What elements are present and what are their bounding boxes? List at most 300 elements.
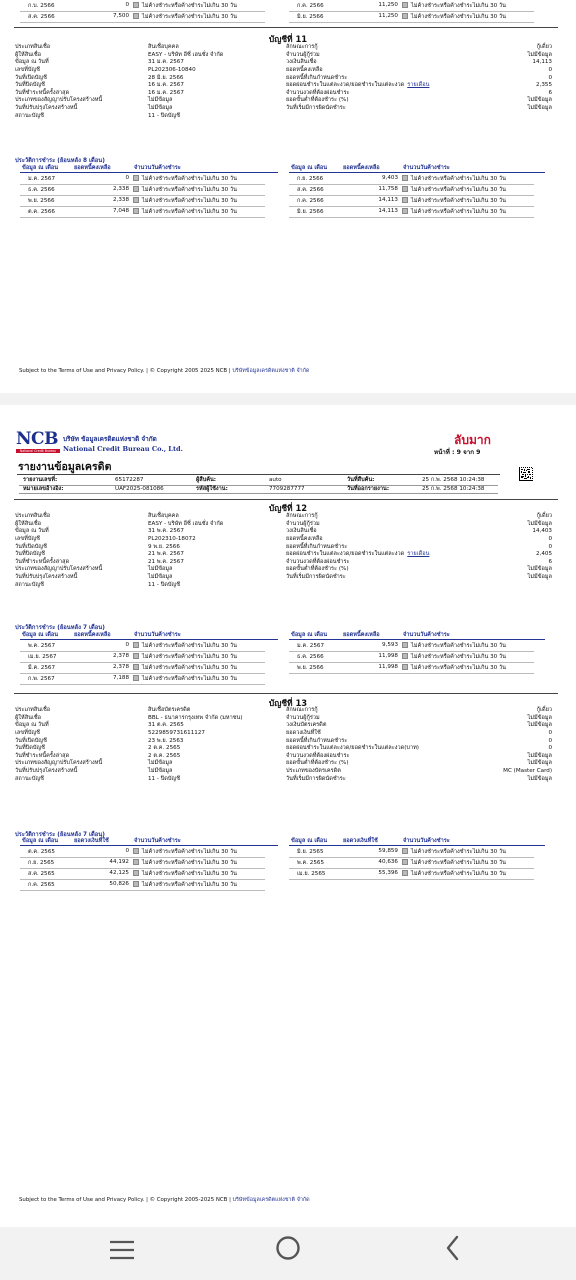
month-cell: มิ.ย. 2566 [297, 209, 324, 215]
back-icon[interactable] [443, 1235, 463, 1261]
status-box-icon [133, 175, 139, 181]
amount-cell: 2,378 [112, 664, 129, 670]
status-text: ไม่ค้างชำระหรือค้างชำระไม่เกิน 30 วัน [142, 676, 237, 682]
month-cell: พ.ค. 2565 [297, 860, 324, 866]
field-value: กู้เดี่ยว [536, 44, 552, 50]
status-cell [133, 653, 237, 661]
field-value: กู้เดี่ยว [536, 513, 552, 519]
field-value: 2 ต.ค. 2565 [148, 745, 181, 752]
field-value: ไม่มีข้อมูล [527, 97, 552, 104]
status-text: ไม่ค้างชำระหรือค้างชำระไม่เกิน 30 วัน [411, 849, 506, 855]
status-cell [133, 848, 237, 856]
divider [17, 474, 500, 475]
status-text: ไม่ค้างชำระหรือค้างชำระไม่เกิน 30 วัน [142, 654, 237, 660]
row-divider [20, 22, 265, 23]
field-label-text: ยอดหนี้คงเหลือ [286, 66, 323, 73]
field-value: 5229859731611127 [148, 729, 205, 736]
header-underline [289, 639, 545, 640]
field-value: ไม่มีข้อมูล [527, 520, 552, 527]
field-label-text: วงเงินบัตรเครดิต [286, 722, 327, 729]
month-cell: พ.ย. 2566 [28, 198, 55, 204]
field-label: ประเภทสินเชื่อ [15, 44, 51, 50]
field-label [286, 707, 419, 715]
amount-cell: 59,859 [378, 848, 398, 854]
field-label [286, 67, 429, 75]
field-label: สถานะบัญชี [15, 775, 44, 782]
history-title: ประวัติการชำระ (ย้อนหลัง 8 เดือน) [15, 158, 105, 164]
field-label-text: ประเภทของบัตรเครดิต [286, 768, 341, 775]
field-value: ไม่มีข้อมูล [527, 566, 552, 573]
field-label: วันที่ปิดบัญชี [15, 551, 45, 558]
status-cell [133, 870, 237, 878]
status-box-icon [133, 653, 139, 659]
right-values [452, 707, 552, 783]
status-cell [133, 13, 237, 21]
col-amount-header: ยอดหนี้คงเหลือ [343, 632, 380, 638]
status-text: ไม่ค้างชำระหรือค้างชำระไม่เกิน 30 วัน [411, 871, 506, 877]
field-value: ไม่มีข้อมูล [148, 566, 173, 573]
field-value: 11 - ปิดบัญชี [148, 775, 180, 782]
status-text: ไม่ค้างชำระหรือค้างชำระไม่เกิน 30 วัน [142, 871, 237, 877]
field-value: 0 [548, 74, 552, 81]
status-text: ไม่ค้างชำระหรือค้างชำระไม่เกิน 30 วัน [411, 643, 506, 649]
col-days-header: จำนวนวันค้างชำระ [403, 838, 450, 844]
field-label: ประเภทสินเชื่อ [15, 513, 51, 519]
row-divider [20, 217, 265, 218]
field-value: ไม่มีข้อมูล [148, 97, 173, 104]
field-label-text: ยอดหนี้คงเหลือ [286, 535, 323, 542]
status-text: ไม่ค้างชำระหรือค้างชำระไม่เกิน 30 วัน [142, 882, 237, 888]
field-label: ประเภทของสัญญาปรับโครงสร้างหนี้ [15, 760, 103, 767]
left-labels [15, 513, 102, 589]
amount-cell: 11,758 [378, 186, 398, 192]
field-label-text: วันที่เริ่มมีการผิดนัดชำระ [286, 105, 346, 112]
col-days-header: จำนวนวันค้างชำระ [403, 632, 450, 638]
month-cell: ม.ค. 2567 [28, 176, 55, 182]
field-value: ไม่มีข้อมูล [148, 105, 173, 112]
status-cell [133, 859, 237, 867]
history-title: ประวัติการชำระ (ย้อนหลัง 7 เดือน) [15, 832, 105, 838]
month-cell: มิ.ย. 2566 [297, 14, 324, 20]
history-row [0, 196, 576, 207]
right-values [452, 513, 552, 582]
field-label: วันที่ปรับปรุงโครงสร้างหนี้ [15, 574, 78, 581]
status-cell [402, 848, 506, 856]
meta-value: 7709287777 [269, 485, 305, 492]
history-row [0, 652, 576, 663]
month-cell: ก.ค. 2566 [297, 3, 324, 9]
amount-cell: 11,998 [378, 653, 398, 659]
history-row [0, 185, 576, 196]
field-label [286, 59, 429, 67]
meta-value: 25 ก.พ. 2568 10:24:38 [422, 485, 485, 492]
field-label: ผู้ให้สินเชื่อ [15, 51, 42, 58]
col-amount-header: ยอดหนี้คงเหลือ [74, 165, 111, 171]
status-box-icon [133, 186, 139, 192]
status-cell [402, 653, 506, 661]
field-label [286, 528, 429, 536]
field-label [286, 768, 419, 776]
field-value: EASY - บริษัท อีซี่ เฮนชั่ง จำกัด [148, 51, 224, 58]
meta-label: รายงานเลขที่: [23, 477, 58, 483]
footer-link[interactable]: บริษัทข้อมูลเครดิตแห่งชาติ จำกัด [232, 368, 310, 374]
recent-apps-icon[interactable] [109, 1239, 135, 1261]
amount-cell: 0 [125, 848, 129, 854]
status-text: ไม่ค้างชำระหรือค้างชำระไม่เกิน 30 วัน [411, 187, 506, 193]
field-label: วันที่ปิดบัญชี [15, 745, 45, 752]
status-cell [402, 208, 506, 216]
status-text: ไม่ค้างชำระหรือค้างชำระไม่เกิน 30 วัน [142, 643, 237, 649]
status-text: ไม่ค้างชำระหรือค้างชำระไม่เกิน 30 วัน [411, 654, 506, 660]
field-value: ไม่มีข้อมูล [527, 574, 552, 581]
header-underline [289, 845, 545, 846]
status-box-icon [402, 13, 408, 19]
field-label-text: ยอดผ่อนชำระในแต่ละงวด/ยอดชำระในแต่ละงวด [286, 551, 405, 558]
footer [19, 367, 309, 375]
status-text: ไม่ค้างชำระหรือค้างชำระไม่เกิน 30 วัน [142, 198, 237, 204]
history-row [0, 847, 576, 858]
field-label-text: จำนวนงวดที่ต้องผ่อนชำระ [286, 558, 350, 565]
field-value: 0 [548, 729, 552, 736]
amount-cell: 44,192 [109, 859, 129, 865]
system-navigation-bar [0, 1227, 576, 1280]
history-row [0, 174, 576, 185]
row-divider [20, 890, 265, 891]
field-label-text: จำนวนผู้กู้ร่วม [286, 714, 320, 721]
status-cell [133, 881, 237, 889]
history-row [0, 207, 576, 218]
field-label: เลขที่บัญชี [15, 729, 40, 736]
account-title: บัญชีที่ 11 [268, 34, 308, 44]
footer-text: Subject to the Terms of Use and Privacy Policy. | © Copyright 2005 2025 NCB | [19, 368, 231, 374]
field-value: 14,113 [532, 59, 552, 66]
status-text: ไม่ค้างชำระหรือค้างชำระไม่เกิน 30 วัน [142, 209, 237, 215]
field-value: ไม่มีข้อมูล [527, 752, 552, 759]
field-value: ไม่มีข้อมูล [527, 714, 552, 721]
month-cell: ก.บ. 2566 [28, 3, 55, 9]
header-underline [20, 639, 278, 640]
field-label-text: ยอดหนี้ที่เกินกำหนดชำระ [286, 543, 348, 550]
month-cell: พ.ย. 2566 [297, 665, 324, 671]
status-box-icon [133, 2, 139, 8]
meta-label: ผู้สืบค้น: [196, 477, 217, 483]
col-month-header: ข้อมูล ณ เดือน [22, 165, 59, 171]
amount-cell: 2,378 [112, 653, 129, 659]
col-month-header: ข้อมูล ณ เดือน [291, 838, 328, 844]
field-label [286, 574, 429, 582]
month-cell: ก.ย. 2565 [28, 860, 55, 866]
field-label: วันที่เปิดบัญชี [15, 74, 47, 81]
status-cell [133, 2, 237, 10]
status-cell [402, 870, 506, 878]
history-row [0, 869, 576, 880]
field-label: วันที่ปรับปรุงโครงสร้างหนี้ [15, 768, 78, 775]
field-label: วันที่ปิดบัญชี [15, 82, 45, 89]
status-text: ไม่ค้างชำระหรือค้างชำระไม่เกิน 30 วัน [411, 3, 506, 9]
field-label [286, 566, 429, 574]
field-label-text: ยอดขั้นต่ำที่ต้องชำระ (%) [286, 97, 349, 104]
amount-cell: 2,338 [112, 186, 129, 192]
field-label [286, 776, 419, 784]
history-row [0, 12, 576, 23]
logo-subtext: National Credit Bureau [16, 449, 60, 453]
status-box-icon [133, 859, 139, 865]
field-value: ไม่มีข้อมูล [527, 51, 552, 58]
status-box-icon [133, 881, 139, 887]
history-row [0, 674, 576, 685]
field-label [286, 745, 419, 753]
field-label-text: จำนวนผู้กู้ร่วม [286, 520, 320, 527]
field-value: 23 พ.ย. 2563 [148, 737, 184, 744]
status-box-icon [402, 859, 408, 865]
field-value: 2,355 [535, 82, 552, 89]
status-cell [402, 859, 506, 867]
status-box-icon [133, 848, 139, 854]
amount-cell: 0 [125, 175, 129, 181]
meta-value: UAF2025-081086 [115, 485, 164, 492]
field-value: PL202306-10840 [148, 66, 196, 73]
footer [19, 1196, 310, 1204]
field-label: สถานะบัญชี [15, 112, 44, 119]
field-label: วันที่ปรับปรุงโครงสร้างหนี้ [15, 105, 78, 112]
field-label-text: วงเงินสินเชื่อ [286, 528, 317, 535]
footer-link[interactable]: บริษัทข้อมูลเครดิตแห่งชาติ จำกัด [232, 1197, 310, 1203]
meta-label: วันที่ออกรายงาน: [347, 485, 390, 492]
field-value: ไม่มีข้อมูล [527, 722, 552, 729]
divider [14, 27, 558, 28]
field-label-text: ยอดขั้นต่ำที่ต้องชำระ (%) [286, 760, 349, 767]
month-cell: เม.ย. 2565 [297, 871, 326, 877]
amount-cell: 9,593 [381, 642, 398, 648]
meta-value: 65172287 [115, 477, 144, 483]
row-divider [289, 217, 534, 218]
field-label: เลขที่บัญชี [15, 535, 40, 542]
field-label: วันที่เปิดบัญชี [15, 543, 47, 550]
field-value: สินเชื่อบัตรเครดิต [148, 707, 191, 713]
field-value: BBL - ธนาคารกรุงเทพ จำกัด (มหาชน) [148, 714, 243, 721]
field-value: 0 [548, 745, 552, 752]
datamatrix-barcode-icon [519, 466, 533, 480]
field-label [286, 513, 429, 521]
status-cell [133, 208, 237, 216]
field-value: ไม่มีข้อมูล [148, 760, 173, 767]
field-value: 16 ม.ค. 2567 [148, 82, 184, 89]
meta-label: รหัสผู้ใช้งาน: [196, 485, 228, 492]
right-labels [286, 513, 429, 582]
col-amount-header: ยอดวงเงินที่ใช้ [74, 838, 109, 844]
month-cell: มิ.ย. 2565 [297, 849, 324, 855]
field-label [286, 730, 419, 738]
field-label-text: วันที่เริ่มมีการผิดนัดชำระ [286, 775, 346, 782]
field-label-text: ยอดวงเงินที่ใช้ [286, 729, 321, 736]
field-value: ไม่มีข้อมูล [527, 105, 552, 112]
field-value: สินเชื่อบุคคล [148, 513, 179, 519]
header-underline [20, 172, 278, 173]
frequency-link[interactable]: รายเดือน [407, 551, 430, 558]
field-label [286, 551, 429, 559]
amount-cell: 55,396 [378, 870, 398, 876]
status-cell [133, 186, 237, 194]
col-days-header: จำนวนวันค้างชำระ [134, 632, 181, 638]
field-value: ไม่มีข้อมูล [527, 760, 552, 767]
month-cell: ก.ค. 2565 [28, 882, 55, 888]
field-label [286, 760, 419, 768]
status-cell [402, 13, 506, 21]
row-divider [289, 22, 534, 23]
status-text: ไม่ค้างชำระหรือค้างชำระไม่เกิน 30 วัน [142, 176, 237, 182]
amount-cell: 40,636 [378, 859, 398, 865]
status-box-icon [402, 870, 408, 876]
field-value: 14,403 [532, 528, 552, 535]
status-cell [402, 197, 506, 205]
field-label-text: จำนวนงวดที่ต้องผ่อนชำระ [286, 752, 350, 759]
field-label: ข้อมูล ณ วันที่ [15, 528, 49, 535]
field-value: EASY - บริษัท อีซี่ เฮนชั่ง จำกัด [148, 520, 224, 527]
divider [14, 499, 558, 500]
home-icon[interactable] [275, 1235, 301, 1261]
field-label-text: ยอดหนี้ที่เกินกำหนดชำระ [286, 74, 348, 81]
status-box-icon [402, 664, 408, 670]
status-text: ไม่ค้างชำระหรือค้างชำระไม่เกิน 30 วัน [411, 209, 506, 215]
field-label [286, 536, 429, 544]
history-row [0, 880, 576, 891]
amount-cell: 50,826 [109, 881, 129, 887]
field-label [286, 44, 429, 52]
status-cell [402, 2, 506, 10]
status-cell [133, 197, 237, 205]
month-cell: ส.ค. 2566 [28, 14, 55, 20]
amount-cell: 0 [125, 2, 129, 8]
field-value: สินเชื่อบุคคล [148, 44, 179, 50]
left-values [148, 513, 223, 589]
field-value: 11 - ปิดบัญชี [148, 581, 180, 588]
field-label: วันที่ชำระหนี้ครั้งล่าสุด [15, 752, 70, 759]
footer-text: Subject to the Terms of Use and Privacy Policy. | © Copyright 2005-2025 NCB | [19, 1197, 231, 1203]
amount-cell: 11,998 [378, 664, 398, 670]
field-value: 0 [548, 66, 552, 73]
col-amount-header: ยอดหนี้คงเหลือ [343, 165, 380, 171]
field-label-text: วันที่เริ่มมีการผิดนัดชำระ [286, 574, 346, 581]
field-label: วันที่ชำระหนี้ครั้งล่าสุด [15, 558, 70, 565]
field-value: PL202310-18072 [148, 535, 196, 542]
company-name-en: National Credit Bureau Co., Ltd. [63, 445, 183, 453]
amount-cell: 11,250 [378, 2, 398, 8]
page-number: หน้าที่ : 9 จาก 9 [434, 449, 481, 456]
field-value: 28 มิ.ย. 2566 [148, 74, 184, 81]
status-box-icon [133, 208, 139, 214]
field-value: 6 [548, 558, 552, 565]
meta-value: auto [269, 477, 282, 483]
field-value: ไม่มีข้อมูล [527, 775, 552, 782]
month-cell: ส.ค. 2565 [28, 871, 55, 877]
meta-label: วันที่สืบค้น: [347, 477, 375, 483]
field-label-text: ลักษณะการกู้ [286, 513, 318, 519]
ncb-logo [16, 431, 60, 453]
field-value: 0 [548, 543, 552, 550]
field-label: ประเภทของสัญญาปรับโครงสร้างหนี้ [15, 97, 103, 104]
col-month-header: ข้อมูล ณ เดือน [291, 165, 328, 171]
field-value: 2 ต.ค. 2565 [148, 752, 181, 759]
field-label: ประเภทสินเชื่อ [15, 707, 51, 713]
col-amount-header: ยอดหนี้คงเหลือ [74, 632, 111, 638]
status-cell [133, 175, 237, 183]
field-value: ไม่มีข้อมูล [148, 768, 173, 775]
status-box-icon [133, 664, 139, 670]
status-text: ไม่ค้างชำระหรือค้างชำระไม่เกิน 30 วัน [411, 14, 506, 20]
month-cell: ต.ค. 2565 [28, 849, 55, 855]
status-text: ไม่ค้างชำระหรือค้างชำระไม่เกิน 30 วัน [142, 665, 237, 671]
month-cell: เม.ย. 2567 [28, 654, 57, 660]
month-cell: ก.ย. 2566 [297, 176, 324, 182]
col-month-header: ข้อมูล ณ เดือน [291, 632, 328, 638]
month-cell: ม.ค. 2567 [297, 643, 324, 649]
field-label: ข้อมูล ณ วันที่ [15, 722, 49, 729]
status-text: ไม่ค้างชำระหรือค้างชำระไม่เกิน 30 วัน [142, 849, 237, 855]
field-value: 6 [548, 89, 552, 96]
col-month-header: ข้อมูล ณ เดือน [22, 838, 59, 844]
status-box-icon [402, 2, 408, 8]
field-value: 0 [548, 535, 552, 542]
status-cell [133, 642, 237, 650]
history-row [0, 858, 576, 869]
field-value: 21 พ.ค. 2567 [148, 551, 184, 558]
field-value: 31 ต.ค. 2565 [148, 722, 184, 729]
field-label: ข้อมูล ณ วันที่ [15, 59, 49, 66]
field-label [286, 82, 429, 90]
month-cell: พ.ค. 2567 [28, 643, 55, 649]
meta-label: หมายเลขอ้างอิง: [23, 485, 64, 492]
amount-cell: 0 [125, 642, 129, 648]
field-label-text: ยอดผ่อนชำระในแต่ละงวด/ยอดชำระในแต่ละงวด(บาท) [286, 745, 419, 752]
logo-text: NCB [16, 429, 58, 449]
status-box-icon [133, 870, 139, 876]
status-text: ไม่ค้างชำระหรือค้างชำระไม่เกิน 30 วัน [411, 198, 506, 204]
col-days-header: จำนวนวันค้างชำระ [134, 165, 181, 171]
meta-row-divider [19, 493, 498, 494]
field-value: 2,405 [535, 551, 552, 558]
status-cell [133, 675, 237, 683]
field-label: วันที่ชำระหนี้ครั้งล่าสุด [15, 89, 70, 96]
left-values [148, 707, 243, 783]
right-labels [286, 707, 419, 783]
field-label: ผู้ให้สินเชื่อ [15, 520, 42, 527]
amount-cell: 9,403 [381, 175, 398, 181]
account-title: บัญชีที่ 12 [268, 503, 308, 513]
field-value: 0 [548, 737, 552, 744]
field-label-text: ลักษณะการกู้ [286, 707, 318, 713]
month-cell: ก.ค. 2566 [297, 198, 324, 204]
left-values [148, 44, 223, 120]
field-label: สถานะบัญชี [15, 581, 44, 588]
status-cell [402, 642, 506, 650]
header-underline [20, 845, 278, 846]
report-title: รายงานข้อมูลเครดิต [18, 461, 112, 473]
month-cell: ธ.ค. 2566 [28, 187, 55, 193]
status-text: ไม่ค้างชำระหรือค้างชำระไม่เกิน 30 วัน [411, 860, 506, 866]
field-label-text: ยอดขั้นต่ำที่ต้องชำระ (%) [286, 566, 349, 573]
row-divider [20, 684, 265, 685]
frequency-link[interactable]: รายเดือน [407, 82, 430, 89]
month-cell: ธ.ค. 2566 [297, 654, 324, 660]
status-box-icon [402, 653, 408, 659]
amount-cell: 42,125 [109, 870, 129, 876]
field-label: ผู้ให้สินเชื่อ [15, 714, 42, 721]
field-label: เลขที่บัญชี [15, 66, 40, 73]
field-label-text: วงเงินสินเชื่อ [286, 59, 317, 66]
field-label: วันที่เปิดบัญชี [15, 737, 47, 744]
account-title: บัญชีที่ 13 [268, 698, 308, 708]
right-values [452, 44, 552, 113]
